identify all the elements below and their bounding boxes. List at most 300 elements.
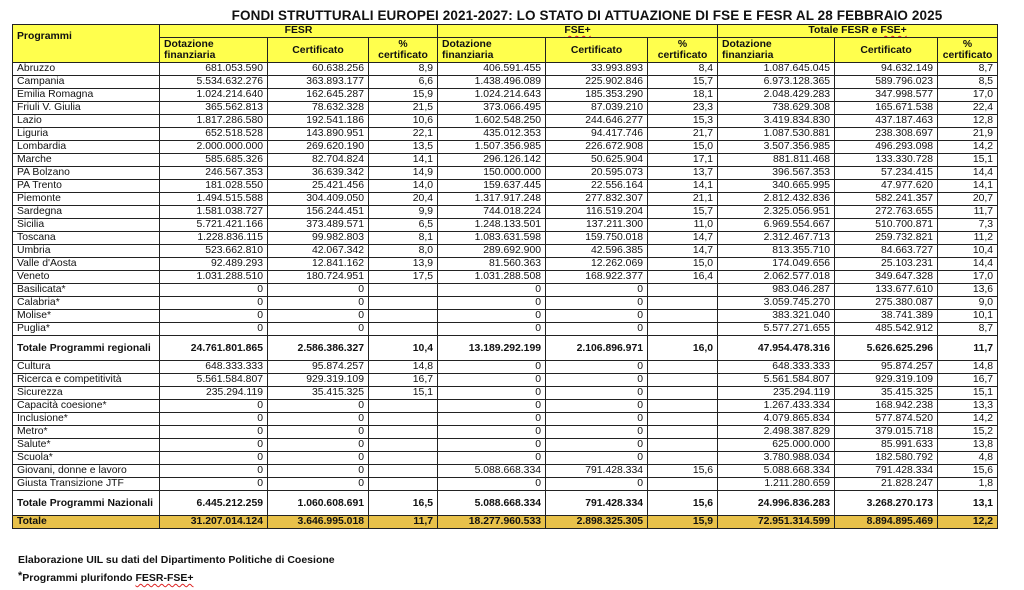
cell-value: 192.541.186	[268, 115, 369, 128]
header-sub-percent: % certificato	[648, 38, 718, 63]
program-name: Lombardia	[13, 141, 160, 154]
cell-value: 648.333.333	[718, 361, 835, 374]
cell-value: 13,8	[938, 439, 998, 452]
table-row	[13, 102, 998, 115]
cell-value: 259.732.821	[835, 232, 938, 245]
cell-value: 22.556.164	[546, 180, 648, 193]
cell-value: 9,9	[369, 206, 438, 219]
program-name: Totale Programmi Nazionali	[13, 491, 160, 516]
cell-value: 180.724.951	[268, 271, 369, 284]
cell-value: 929.319.109	[268, 374, 369, 387]
cell-value: 0	[546, 361, 648, 374]
cell-value: 3.646.995.018	[268, 516, 369, 529]
header-sub-dotazione: Dotazione finanziaria	[160, 38, 268, 63]
cell-value: 15,3	[648, 115, 718, 128]
cell-value: 14,4	[938, 258, 998, 271]
table-row	[13, 193, 998, 206]
header-sub-percent: % certificato	[938, 38, 998, 63]
cell-value: 11,7	[938, 206, 998, 219]
program-name: Toscana	[13, 232, 160, 245]
cell-value	[648, 361, 718, 374]
plurifondo-note: *Programmi plurifondo FESR-FSE+	[18, 570, 194, 584]
program-name: Puglia*	[13, 323, 160, 336]
cell-value: 435.012.353	[438, 128, 546, 141]
header-sub-dotazione: Dotazione finanziaria	[718, 38, 835, 63]
cell-value: 85.991.633	[835, 439, 938, 452]
cell-value: 14,1	[648, 180, 718, 193]
cell-value: 13.189.292.199	[438, 336, 546, 361]
cell-value	[648, 374, 718, 387]
table-row	[13, 128, 998, 141]
cell-value: 15,6	[648, 491, 718, 516]
cell-value: 13,1	[938, 491, 998, 516]
cell-value: 1.581.038.727	[160, 206, 268, 219]
cell-value: 81.560.363	[438, 258, 546, 271]
table-row	[13, 154, 998, 167]
cell-value: 983.046.287	[718, 284, 835, 297]
cell-value: 1.024.214.643	[438, 89, 546, 102]
cell-value: 0	[160, 413, 268, 426]
cell-value: 10,4	[369, 336, 438, 361]
cell-value	[648, 310, 718, 323]
cell-value: 0	[546, 426, 648, 439]
cell-value: 8,7	[938, 63, 998, 76]
cell-value: 47.954.478.316	[718, 336, 835, 361]
cell-value	[369, 297, 438, 310]
cell-value: 6.973.128.365	[718, 76, 835, 89]
program-name: Salute*	[13, 439, 160, 452]
cell-value: 437.187.463	[835, 115, 938, 128]
cell-value: 2.898.325.305	[546, 516, 648, 529]
cell-value: 15,1	[938, 154, 998, 167]
cell-value: 36.639.342	[268, 167, 369, 180]
cell-value: 133.677.610	[835, 284, 938, 297]
cell-value: 159.750.018	[546, 232, 648, 245]
page-title: FONDI STRUTTURALI EUROPEI 2021-2027: LO STATO DI ATTUAZIONE DI FSE E FESR AL 28 FEBBRAIO 2025	[231, 8, 943, 23]
cell-value: 0	[546, 323, 648, 336]
cell-value: 235.294.119	[718, 387, 835, 400]
cell-value: 95.874.257	[835, 361, 938, 374]
cell-value: 8,0	[369, 245, 438, 258]
cell-value: 60.638.256	[268, 63, 369, 76]
cell-value: 15,6	[938, 465, 998, 478]
cell-value: 162.645.287	[268, 89, 369, 102]
program-name: Ricerca e competitività	[13, 374, 160, 387]
cell-value	[369, 426, 438, 439]
cell-value: 12,2	[938, 516, 998, 529]
cell-value: 16,4	[648, 271, 718, 284]
program-name: PA Bolzano	[13, 167, 160, 180]
cell-value	[369, 310, 438, 323]
cell-value: 42.067.342	[268, 245, 369, 258]
cell-value: 349.647.328	[835, 271, 938, 284]
cell-value: 0	[160, 465, 268, 478]
source-note: Elaborazione UIL su dati del Dipartimento Politiche di Coesione	[18, 554, 335, 566]
table-row	[13, 258, 998, 271]
program-name: Valle d'Aosta	[13, 258, 160, 271]
cell-value: 21,9	[938, 128, 998, 141]
header-sub-certificato: Certificato	[546, 38, 648, 63]
cell-value: 0	[160, 426, 268, 439]
cell-value	[369, 413, 438, 426]
cell-value	[648, 323, 718, 336]
cell-value: 791.428.334	[546, 491, 648, 516]
cell-value: 0	[268, 478, 369, 491]
cell-value: 174.049.656	[718, 258, 835, 271]
table-row	[13, 465, 998, 478]
cell-value: 181.028.550	[160, 180, 268, 193]
cell-value: 5.561.584.807	[160, 374, 268, 387]
cell-value: 2.586.386.327	[268, 336, 369, 361]
cell-value: 11,7	[369, 516, 438, 529]
cell-value: 17,0	[938, 89, 998, 102]
cell-value: 1.060.608.691	[268, 491, 369, 516]
cell-value: 25.103.231	[835, 258, 938, 271]
cell-value: 1.087.530.881	[718, 128, 835, 141]
program-name: Basilicata*	[13, 284, 160, 297]
program-name: Sicurezza	[13, 387, 160, 400]
cell-value: 225.902.846	[546, 76, 648, 89]
cell-value: 1.031.288.508	[438, 271, 546, 284]
cell-value: 244.646.277	[546, 115, 648, 128]
cell-value: 379.015.718	[835, 426, 938, 439]
header-sub-certificato: Certificato	[835, 38, 938, 63]
cell-value: 8,5	[938, 76, 998, 89]
cell-value: 304.409.050	[268, 193, 369, 206]
cell-value: 289.692.900	[438, 245, 546, 258]
data-table	[12, 24, 998, 529]
cell-value: 168.922.377	[546, 271, 648, 284]
cell-value: 1.211.280.659	[718, 478, 835, 491]
cell-value: 20,4	[369, 193, 438, 206]
table-row	[13, 426, 998, 439]
cell-value: 25.421.456	[268, 180, 369, 193]
cell-value: 13,5	[369, 141, 438, 154]
cell-value: 15,6	[648, 465, 718, 478]
cell-value: 15,9	[369, 89, 438, 102]
cell-value	[648, 297, 718, 310]
cell-value: 238.308.697	[835, 128, 938, 141]
cell-value: 92.489.293	[160, 258, 268, 271]
cell-value: 156.244.451	[268, 206, 369, 219]
cell-value: 0	[546, 284, 648, 297]
cell-value: 150.000.000	[438, 167, 546, 180]
header-programmi: Programmi	[13, 25, 160, 63]
header-group-totale: Totale FESR e FSE+	[718, 25, 998, 38]
cell-value: 31.207.014.124	[160, 516, 268, 529]
program-name: Capacità coesione*	[13, 400, 160, 413]
cell-value: 20,7	[938, 193, 998, 206]
cell-value: 15,2	[938, 426, 998, 439]
program-name: Veneto	[13, 271, 160, 284]
cell-value: 0	[438, 323, 546, 336]
cell-value: 383.321.040	[718, 310, 835, 323]
cell-value: 16,0	[648, 336, 718, 361]
cell-value: 2.106.896.971	[546, 336, 648, 361]
cell-value: 2.000.000.000	[160, 141, 268, 154]
cell-value: 6,6	[369, 76, 438, 89]
cell-value: 14,2	[938, 141, 998, 154]
program-name: Friuli V. Giulia	[13, 102, 160, 115]
cell-value: 0	[268, 297, 369, 310]
cell-value: 8.894.895.469	[835, 516, 938, 529]
table-row	[13, 219, 998, 232]
cell-value	[369, 323, 438, 336]
cell-value	[648, 426, 718, 439]
cell-value: 21,7	[648, 128, 718, 141]
cell-value: 0	[438, 387, 546, 400]
table-row	[13, 89, 998, 102]
cell-value	[648, 284, 718, 297]
cell-value: 57.234.415	[835, 167, 938, 180]
cell-value: 0	[546, 452, 648, 465]
cell-value: 22,1	[369, 128, 438, 141]
cell-value: 296.126.142	[438, 154, 546, 167]
cell-value: 929.319.109	[835, 374, 938, 387]
subtotal-row	[13, 491, 998, 516]
table-row	[13, 452, 998, 465]
program-name: Emilia Romagna	[13, 89, 160, 102]
cell-value: 35.415.325	[268, 387, 369, 400]
cell-value: 791.428.334	[546, 465, 648, 478]
cell-value: 0	[438, 400, 546, 413]
cell-value: 7,3	[938, 219, 998, 232]
table-row	[13, 323, 998, 336]
cell-value: 8,7	[938, 323, 998, 336]
cell-value: 11,0	[648, 219, 718, 232]
cell-value: 406.591.455	[438, 63, 546, 76]
cell-value: 16,5	[369, 491, 438, 516]
cell-value: 1.507.356.985	[438, 141, 546, 154]
cell-value: 365.562.813	[160, 102, 268, 115]
cell-value: 0	[546, 400, 648, 413]
program-name: Abruzzo	[13, 63, 160, 76]
cell-value: 3.780.988.034	[718, 452, 835, 465]
cell-value: 20.595.073	[546, 167, 648, 180]
cell-value	[369, 465, 438, 478]
cell-value: 23,3	[648, 102, 718, 115]
cell-value: 13,7	[648, 167, 718, 180]
cell-value: 14,1	[369, 154, 438, 167]
program-name: Marche	[13, 154, 160, 167]
cell-value: 681.053.590	[160, 63, 268, 76]
cell-value: 14,1	[938, 180, 998, 193]
table-row	[13, 284, 998, 297]
cell-value: 159.637.445	[438, 180, 546, 193]
cell-value: 0	[160, 452, 268, 465]
cell-value: 0	[160, 297, 268, 310]
cell-value: 2.062.577.018	[718, 271, 835, 284]
cell-value: 0	[268, 323, 369, 336]
cell-value: 0	[160, 323, 268, 336]
cell-value: 33.993.893	[546, 63, 648, 76]
cell-value: 1.228.836.115	[160, 232, 268, 245]
cell-value: 133.330.728	[835, 154, 938, 167]
cell-value: 3.268.270.173	[835, 491, 938, 516]
cell-value	[648, 478, 718, 491]
cell-value: 10,4	[938, 245, 998, 258]
cell-value: 15,9	[648, 516, 718, 529]
table-row	[13, 115, 998, 128]
program-name: Piemonte	[13, 193, 160, 206]
cell-value: 15,1	[369, 387, 438, 400]
cell-value: 0	[438, 426, 546, 439]
cell-value: 0	[438, 452, 546, 465]
cell-value: 137.211.300	[546, 219, 648, 232]
table-row	[13, 271, 998, 284]
cell-value: 24.761.801.865	[160, 336, 268, 361]
cell-value: 8,4	[648, 63, 718, 76]
program-name: Liguria	[13, 128, 160, 141]
cell-value: 0	[546, 478, 648, 491]
cell-value: 373.066.495	[438, 102, 546, 115]
table-row	[13, 167, 998, 180]
cell-value: 6,5	[369, 219, 438, 232]
cell-value: 269.620.190	[268, 141, 369, 154]
cell-value: 17,5	[369, 271, 438, 284]
cell-value: 6.445.212.259	[160, 491, 268, 516]
cell-value: 0	[546, 310, 648, 323]
subtotal-row	[13, 336, 998, 361]
cell-value: 1.083.631.598	[438, 232, 546, 245]
cell-value: 652.518.528	[160, 128, 268, 141]
cell-value: 0	[546, 297, 648, 310]
table-row	[13, 141, 998, 154]
cell-value: 35.415.325	[835, 387, 938, 400]
cell-value: 226.672.908	[546, 141, 648, 154]
cell-value: 15,1	[938, 387, 998, 400]
cell-value: 47.977.620	[835, 180, 938, 193]
cell-value: 21,5	[369, 102, 438, 115]
cell-value: 0	[438, 361, 546, 374]
cell-value: 625.000.000	[718, 439, 835, 452]
cell-value: 0	[546, 439, 648, 452]
cell-value: 5.626.625.296	[835, 336, 938, 361]
header-group-fse: FSE+	[438, 25, 718, 38]
cell-value: 12.262.069	[546, 258, 648, 271]
table-row	[13, 180, 998, 193]
table-row	[13, 232, 998, 245]
cell-value	[648, 400, 718, 413]
cell-value: 347.998.577	[835, 89, 938, 102]
cell-value: 648.333.333	[160, 361, 268, 374]
table-row	[13, 439, 998, 452]
cell-value: 24.996.836.283	[718, 491, 835, 516]
header-sub-percent: % certificato	[369, 38, 438, 63]
cell-value: 2.048.429.283	[718, 89, 835, 102]
cell-value: 17,1	[648, 154, 718, 167]
cell-value: 14,0	[369, 180, 438, 193]
cell-value: 1.817.286.580	[160, 115, 268, 128]
cell-value: 0	[438, 478, 546, 491]
program-name: Totale	[13, 516, 160, 529]
cell-value: 6.969.554.667	[718, 219, 835, 232]
cell-value: 12,8	[938, 115, 998, 128]
cell-value	[648, 413, 718, 426]
cell-value: 13,3	[938, 400, 998, 413]
program-name: Molise*	[13, 310, 160, 323]
cell-value: 4,8	[938, 452, 998, 465]
cell-value: 10,6	[369, 115, 438, 128]
cell-value: 813.355.710	[718, 245, 835, 258]
cell-value: 14,4	[938, 167, 998, 180]
cell-value: 0	[438, 310, 546, 323]
table-row	[13, 206, 998, 219]
cell-value	[648, 439, 718, 452]
header-sub-dotazione: Dotazione finanziaria	[438, 38, 546, 63]
cell-value: 0	[438, 374, 546, 387]
cell-value: 744.018.224	[438, 206, 546, 219]
cell-value: 3.059.745.270	[718, 297, 835, 310]
program-name: Totale Programmi regionali	[13, 336, 160, 361]
cell-value: 5.088.668.334	[718, 465, 835, 478]
cell-value	[369, 439, 438, 452]
cell-value: 738.629.308	[718, 102, 835, 115]
cell-value: 0	[160, 478, 268, 491]
program-name: Scuola*	[13, 452, 160, 465]
cell-value: 1.248.133.501	[438, 219, 546, 232]
cell-value: 0	[546, 374, 648, 387]
cell-value: 143.890.951	[268, 128, 369, 141]
program-name: Inclusione*	[13, 413, 160, 426]
cell-value: 0	[546, 413, 648, 426]
table-row	[13, 478, 998, 491]
cell-value: 95.874.257	[268, 361, 369, 374]
cell-value: 0	[160, 400, 268, 413]
cell-value: 5.721.421.166	[160, 219, 268, 232]
cell-value: 277.832.307	[546, 193, 648, 206]
program-name: Campania	[13, 76, 160, 89]
cell-value: 10,1	[938, 310, 998, 323]
cell-value: 0	[268, 413, 369, 426]
table-row	[13, 374, 998, 387]
cell-value: 14,7	[648, 245, 718, 258]
cell-value: 15,7	[648, 76, 718, 89]
cell-value: 0	[438, 439, 546, 452]
cell-value: 2.498.387.829	[718, 426, 835, 439]
cell-value: 577.874.520	[835, 413, 938, 426]
program-name: Metro*	[13, 426, 160, 439]
cell-value: 1,8	[938, 478, 998, 491]
cell-value: 2.325.056.951	[718, 206, 835, 219]
cell-value: 9,0	[938, 297, 998, 310]
cell-value: 94.632.149	[835, 63, 938, 76]
cell-value: 13,6	[938, 284, 998, 297]
cell-value: 14,7	[648, 232, 718, 245]
cell-value: 275.380.087	[835, 297, 938, 310]
table-row	[13, 387, 998, 400]
cell-value: 5.561.584.807	[718, 374, 835, 387]
cell-value: 1.438.496.089	[438, 76, 546, 89]
cell-value	[369, 284, 438, 297]
cell-value: 18,1	[648, 89, 718, 102]
program-name: Umbria	[13, 245, 160, 258]
cell-value: 2.312.467.713	[718, 232, 835, 245]
cell-value: 82.704.824	[268, 154, 369, 167]
cell-value: 582.241.357	[835, 193, 938, 206]
cell-value: 42.596.385	[546, 245, 648, 258]
cell-value: 21,1	[648, 193, 718, 206]
cell-value: 15,0	[648, 258, 718, 271]
cell-value: 16,7	[938, 374, 998, 387]
cell-value: 363.893.177	[268, 76, 369, 89]
table-row	[13, 310, 998, 323]
cell-value	[648, 387, 718, 400]
cell-value: 5.088.668.334	[438, 491, 546, 516]
cell-value: 791.428.334	[835, 465, 938, 478]
cell-value	[369, 478, 438, 491]
cell-value: 235.294.119	[160, 387, 268, 400]
